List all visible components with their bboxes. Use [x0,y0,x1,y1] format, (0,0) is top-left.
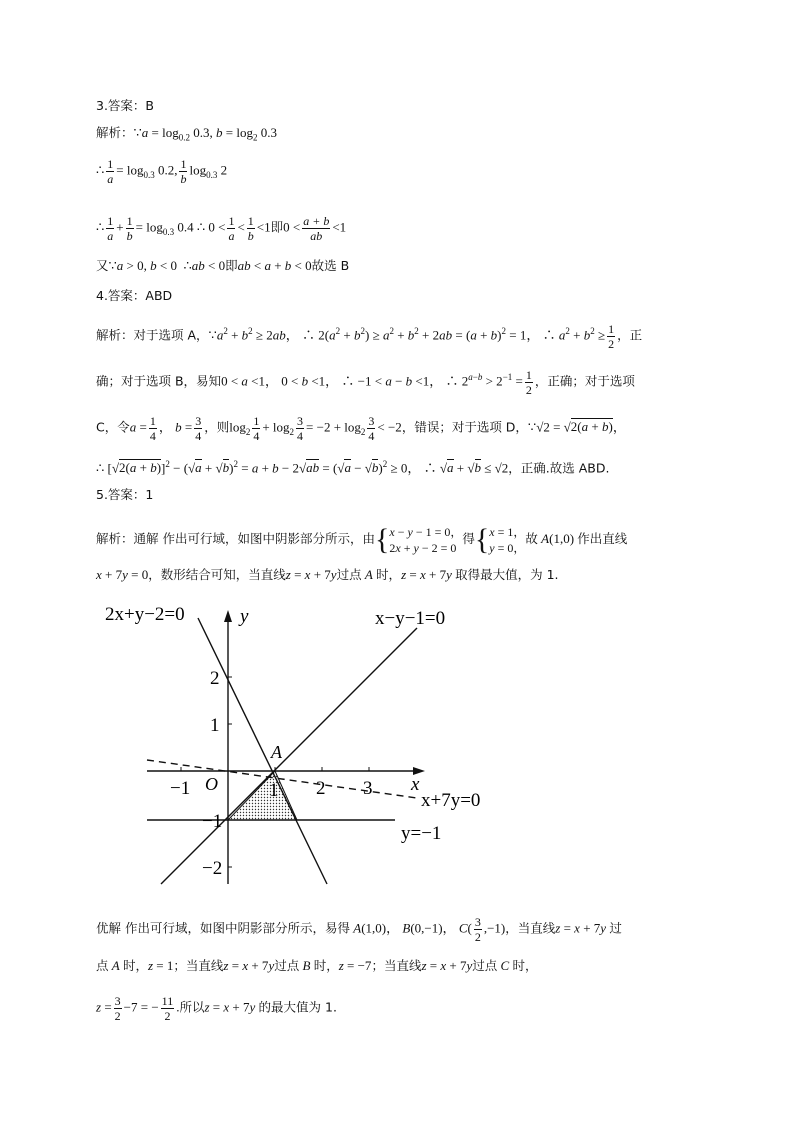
origin-label: O [205,774,218,794]
label-line3: x+7y=0 [421,790,481,811]
q5-opt-line3: z = $\frac{3}{2}$ −7 = − $\frac{11}{2}$ .所以z = x + 7y 的最大值为 1. [96,994,337,1023]
q3-line3: ∴ $\frac{1}{a}$ + $\frac{1}{b}$ = $\log_{0.3} 0.4$ ∴ 0 < $\frac{1}{a}$ < $\frac{1}{b}$ <1即0 < $\frac{a + b}{ab}$ <1 [96,214,347,243]
tick-x-3: 3 [363,778,373,799]
q5-opt-line1: 优解 作出可行域，如图中阴影部分所示，易得 A(1,0)， B(0,−1)， C( $\frac{3}{2}$ ,−1)，当直线z = x + 7y 过 [96,915,622,944]
tick-y-1: 1 [210,715,220,736]
label-line2: x−y−1=0 [375,608,446,629]
q3-line1: 解析：∵a = $\log_{0.2} 0.3$, $b = \log_2 0.3$ [96,125,277,143]
line-x-minus-y [161,628,417,884]
q3-line4: 又∵a > 0, b < 0 ∴ab < 0即ab < a + b < 0故选 B [96,258,350,273]
tick-x-1: 1 [269,780,279,801]
y-axis-arrow [224,610,232,622]
line-2x-plus-y [198,618,327,884]
q5-answer: 5.答案：1 [96,487,154,502]
label-line4: y=−1 [401,823,442,844]
tick-y-neg2: −2 [202,858,223,879]
q4-answer: 4.答案：ABD [96,288,173,303]
label-line1: 2x+y−2=0 [105,604,185,625]
feasible-region [228,771,297,820]
tick-y-neg1: −1 [202,811,223,832]
q5-line1: 解析：通解 作出可行域，如图中阴影部分所示，由{x − y − 1 = 0， 2x + y − 2 = 0得{x = 1， y = 0，故 A(1,0) 作出直线 [96,523,628,556]
tick-y-2: 2 [210,668,220,689]
q4-line2: 确；对于选项 B，易知0 < a <1， 0 < b <1， ∴ −1 < a − b <1， ∴ $2^{a-b} > 2^{-1}$ = $\frac{1}{2}$ ，正确；对于选项 [96,368,635,397]
q4-line4: ∴ $[√2(a + b)]^2 - (√a + √b)^2 = a + b - 2√ab = (√a - √b)^2 \ge 0$， ∴ √a + √b ≤ √2，正确.故选 ABD. [96,459,610,476]
tick-x-neg1: −1 [170,778,191,799]
q5-opt-line2: 点 A 时，z = 1；当直线z = x + 7y过点 B 时，z = −7；当直线z = x + 7y过点 C 时， [96,958,538,973]
q5-line2: x + 7y = 0，数形结合可知，当直线z = x + 7y过点 A 时，z = x + 7y 取得最大值，为 1. [96,567,559,582]
feasible-region-figure [95,598,515,888]
q3-answer: 3.答案：B [96,98,155,113]
q4-line1: 解析：对于选项 A，$\because a^2 + b^2 \ge 2ab$， ∴ $2(a^2 + b^2) \ge a^2 + b^2 + 2ab = (a + b)^2 = 1$， ∴ $a^2 + b^2$ ≥ $\frac{1}{2}$ ，正 [96,322,643,351]
tick-x-2: 2 [316,778,326,799]
axis-y-label: y [240,606,249,627]
q4-line3: C，令a = $\frac{1}{4}$ ， b = $\frac{3}{4}$ ，则$\log_2$ $\frac{1}{4}$ + $\log_2$ $\frac{3}{4}$ = $-2 + \log_2$ $\frac{3}{4}$ < −2，错误；对于选项 D，∵√2 = √2(a + b)， [96,414,626,443]
point-a-label: A [271,742,282,762]
axis-x-label: x [411,774,420,795]
q3-line2: ∴ $\frac{1}{a}$ = $\log_{0.3} 0.2$, $\frac{1}{b}$ $\log_{0.3} 2$ [96,157,228,186]
